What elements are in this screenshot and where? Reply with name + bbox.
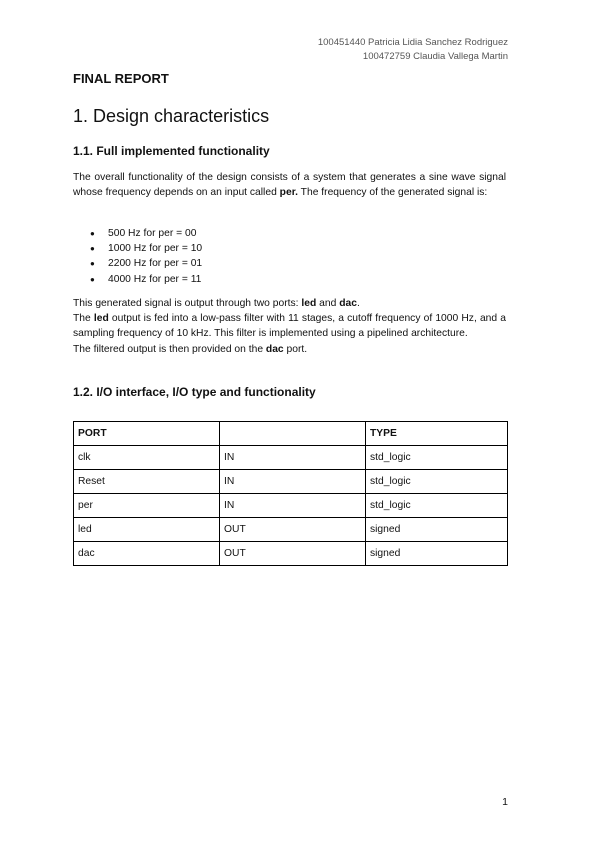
output-dac-term: dac bbox=[339, 298, 357, 309]
output-paragraph bbox=[73, 296, 506, 357]
table-cell: OUT bbox=[220, 518, 366, 542]
table-header-cell: TYPE bbox=[366, 422, 508, 446]
output-line bbox=[73, 296, 506, 311]
section-1-1-heading: 1.1. Full implemented functionality bbox=[73, 144, 270, 158]
filtered-line bbox=[73, 342, 506, 357]
author-line-2: 100472759 Claudia Vallega Martin bbox=[362, 51, 508, 62]
table-cell: signed bbox=[366, 542, 508, 566]
authors-header bbox=[318, 36, 508, 64]
table-cell: Reset bbox=[74, 470, 220, 494]
table-header-cell bbox=[220, 422, 366, 446]
filtered-dac-term: dac bbox=[265, 343, 284, 355]
table-row bbox=[74, 446, 508, 470]
table-cell: std_logic bbox=[366, 470, 508, 494]
table-cell: OUT bbox=[220, 542, 366, 566]
filtered-text-a: The filtered output is then provided on the bbox=[73, 343, 266, 355]
list-item: ● 500 Hz for per = 00 bbox=[90, 226, 202, 241]
table-cell: std_logic bbox=[366, 494, 508, 518]
intro-text-a: The overall functionality of the design consists of a system that generates a sine wave signal whose frequency depends on an input called bbox=[73, 172, 506, 199]
list-item: ● 1000 Hz for per = 10 bbox=[90, 241, 202, 256]
output-led-term: led bbox=[301, 298, 317, 309]
table-cell: IN bbox=[220, 494, 366, 518]
table-row bbox=[74, 494, 508, 518]
output-text: This generated signal is output through two ports: bbox=[73, 298, 302, 309]
filtered-text-b: port. bbox=[283, 343, 308, 355]
intro-paragraph bbox=[73, 170, 506, 200]
table-cell: IN bbox=[220, 446, 366, 470]
frequency-list bbox=[90, 226, 202, 287]
author-line-1: 100451440 Patricia Lidia Sanchez Rodriguez bbox=[317, 37, 508, 48]
table-row bbox=[74, 518, 508, 542]
list-item: ● 4000 Hz for per = 11 bbox=[90, 272, 202, 287]
filter-line bbox=[73, 311, 506, 341]
intro-text-per: per. bbox=[279, 187, 298, 199]
page-number: 1 bbox=[502, 796, 508, 808]
filter-text-a: The bbox=[73, 313, 94, 325]
filter-text-b: output is fed into a low-pass filter with 11 stages, a cutoff frequency of 1000 Hz, and a sampling frequency of 10 kHz. This filter is implemented using a pipelined architecture. bbox=[73, 313, 506, 340]
output-and-text: and bbox=[316, 298, 340, 309]
list-item: ● 2200 Hz for per = 01 bbox=[90, 256, 202, 271]
section-1-heading: 1. Design characteristics bbox=[73, 106, 270, 126]
table-cell: signed bbox=[366, 518, 508, 542]
output-end-text: . bbox=[356, 298, 360, 309]
table-row bbox=[74, 470, 508, 494]
table-cell: led bbox=[74, 518, 220, 542]
table-header-row bbox=[74, 422, 508, 446]
table-cell: clk bbox=[74, 446, 220, 470]
filter-led-term: led bbox=[93, 313, 109, 325]
table-cell: std_logic bbox=[366, 446, 508, 470]
intro-text-c: The frequency of the generated signal is: bbox=[298, 187, 488, 199]
table-cell: per bbox=[74, 494, 220, 518]
table-header-cell: PORT bbox=[74, 422, 220, 446]
table-cell: IN bbox=[220, 470, 366, 494]
table-cell: dac bbox=[74, 542, 220, 566]
io-table bbox=[73, 421, 508, 566]
report-title: FINAL REPORT bbox=[73, 71, 169, 86]
section-1-2-heading: 1.2. I/O interface, I/O type and functionality bbox=[73, 385, 316, 399]
table-row bbox=[74, 542, 508, 566]
